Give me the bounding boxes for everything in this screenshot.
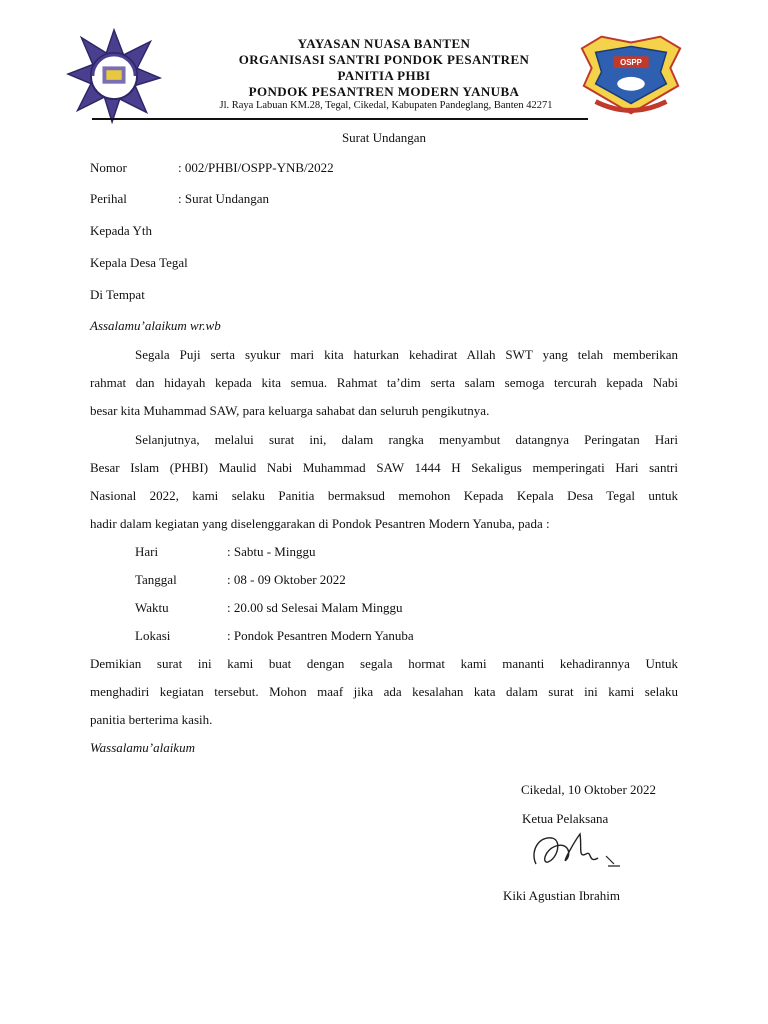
recipient-line-3: Di Tempat — [90, 287, 145, 302]
ospp-logo-text: OSPP — [620, 58, 642, 68]
perihal-value: : Surat Undangan — [178, 191, 269, 206]
schedule-label: Hari — [135, 544, 159, 559]
paragraph-line: panitia berterima kasih. — [90, 712, 213, 727]
greeting: Assalamu’alaikum wr.wb — [90, 318, 221, 333]
signature-name: Kiki Agustian Ibrahim — [503, 888, 620, 903]
perihal-label: Perihal — [90, 191, 127, 206]
paragraph-line: Demikian surat ini kami buat dengan segala hormat kami mananti kehadirannya Untuk — [90, 656, 678, 671]
paragraph-closing — [90, 650, 678, 734]
letterhead-line-2: ORGANISASI SANTRI PONDOK PESANTREN — [238, 52, 530, 67]
paragraph-line: Segala Puji serta syukur mari kita haturkan kehadirat Allah SWT yang telah memberikan — [135, 347, 678, 362]
nomor-field — [90, 160, 334, 176]
schedule-row-tanggal — [135, 572, 346, 588]
paragraph-line: Selanjutnya, melalui surat ini, dalam rangka menyambut datangnya Peringatan Hari — [135, 432, 678, 447]
nomor-value: : 002/PHBI/OSPP-YNB/2022 — [178, 160, 334, 175]
schedule-value: : Pondok Pesantren Modern Yanuba — [227, 628, 414, 643]
schedule-label: Tanggal — [135, 572, 177, 587]
paragraph-invitation — [90, 426, 678, 538]
paragraph-line: Besar Islam (PHBI) Maulid Nabi Muhammad SAW 1444 H Sekaligus memperingati Hari santri — [90, 460, 678, 475]
signature-place-date: Cikedal, 10 Oktober 2022 — [521, 782, 657, 797]
letterhead-line-3: PANITIA PHBI — [337, 68, 431, 83]
letter-title: Surat Undangan — [341, 130, 427, 145]
handwritten-signature-icon — [528, 824, 628, 874]
paragraph-line: rahmat dan hidayah kepada kita semua. Rahmat ta’dim serta salam semoga tercurah kepada Nabi — [90, 375, 678, 390]
nomor-label: Nomor — [90, 160, 127, 175]
schedule-value: : Sabtu - Minggu — [227, 544, 316, 559]
letterhead-divider — [92, 118, 588, 120]
paragraph-line: Nasional 2022, kami selaku Panitia bermaksud memohon Kepada Kepala Desa Tegal untuk — [90, 488, 678, 503]
recipient-line-2: Kepala Desa Tegal — [90, 255, 188, 270]
perihal-field — [90, 191, 269, 207]
schedule-row-lokasi — [135, 628, 414, 644]
schedule-value: : 20.00 sd Selesai Malam Minggu — [227, 600, 403, 615]
schedule-label: Waktu — [135, 600, 169, 615]
letterhead-title-block — [180, 36, 588, 100]
schedule-value: : 08 - 09 Oktober 2022 — [227, 572, 346, 587]
letterhead-line-1: YAYASAN NUASA BANTEN — [297, 36, 471, 51]
paragraph-line: besar kita Muhammad SAW, para keluarga sahabat dan seluruh pengikutnya. — [90, 403, 490, 418]
signature-position: Ketua Pelaksana — [522, 811, 609, 826]
schedule-row-hari — [135, 544, 315, 560]
paragraph-line: menghadiri kegiatan tersebut. Mohon maaf jika ada kesalahan kata dalam surat ini kami selaku — [90, 684, 678, 699]
recipient-line-1: Kepada Yth — [90, 223, 152, 238]
letterhead-address: Jl. Raya Labuan KM.28, Tegal, Cikedal, Kabupaten Pandeglang, Banten 42271 — [219, 100, 553, 111]
ospp-shield-logo-icon — [572, 28, 690, 118]
yayasan-star-logo-icon — [66, 28, 162, 124]
letterhead-line-4: PONDOK PESANTREN MODERN YANUBA — [248, 84, 520, 99]
paragraph-opening — [90, 341, 678, 425]
closing-salutation: Wassalamu’alaikum — [90, 740, 195, 755]
schedule-row-waktu — [135, 600, 403, 616]
paragraph-line: hadir dalam kegiatan yang diselenggarakan di Pondok Pesantren Modern Yanuba, pada : — [90, 516, 550, 531]
schedule-label: Lokasi — [135, 628, 171, 643]
